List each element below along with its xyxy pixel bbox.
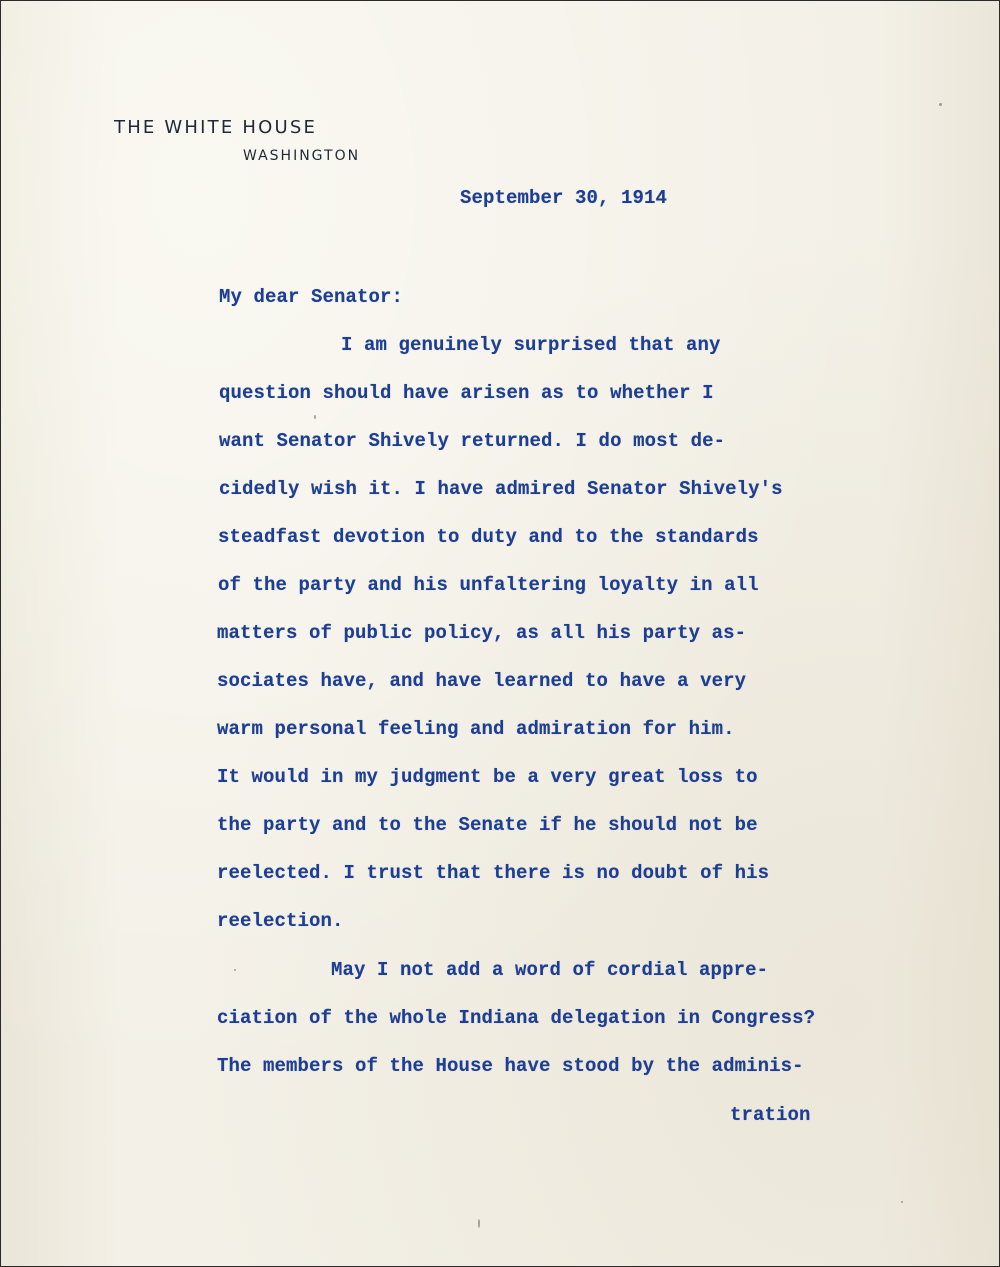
letterhead-title: THE WHITE HOUSE bbox=[114, 117, 318, 138]
body-line: It would in my judgment be a very great loss to bbox=[217, 766, 758, 788]
paper-speck bbox=[478, 1219, 480, 1228]
body-line: of the party and his unfaltering loyalty in all bbox=[218, 574, 759, 596]
body-line: May I not add a word of cordial appre- bbox=[331, 959, 769, 981]
body-line: question should have arisen as to whether I bbox=[219, 382, 714, 404]
paper-speck bbox=[939, 103, 942, 106]
body-line: The members of the House have stood by the adminis- bbox=[217, 1055, 804, 1077]
body-line: I am genuinely surprised that any bbox=[341, 334, 721, 356]
letter-date: September 30, 1914 bbox=[460, 187, 668, 209]
letter-salutation: My dear Senator: bbox=[219, 286, 404, 308]
body-line: ciation of the whole Indiana delegation in Congress? bbox=[217, 1007, 816, 1029]
body-line: sociates have, and have learned to have a very bbox=[217, 670, 747, 692]
body-line: reelection. bbox=[217, 910, 344, 932]
paper-speck bbox=[314, 415, 316, 419]
body-line: steadfast devotion to duty and to the standards bbox=[218, 526, 759, 548]
body-line: matters of public policy, as all his party as- bbox=[217, 622, 747, 644]
paper-speck bbox=[901, 1201, 903, 1203]
body-line: cidedly wish it. I have admired Senator Shively's bbox=[219, 478, 783, 500]
body-line: tration bbox=[730, 1104, 811, 1126]
paper-speck bbox=[234, 969, 236, 971]
body-line: reelected. I trust that there is no doubt of his bbox=[217, 862, 770, 884]
body-line: the party and to the Senate if he should not be bbox=[217, 814, 758, 836]
body-line: want Senator Shively returned. I do most de- bbox=[219, 430, 726, 452]
letterhead-city: WASHINGTON bbox=[243, 148, 361, 164]
letter-body bbox=[1, 1, 999, 1266]
body-line: warm personal feeling and admiration for him. bbox=[217, 718, 735, 740]
